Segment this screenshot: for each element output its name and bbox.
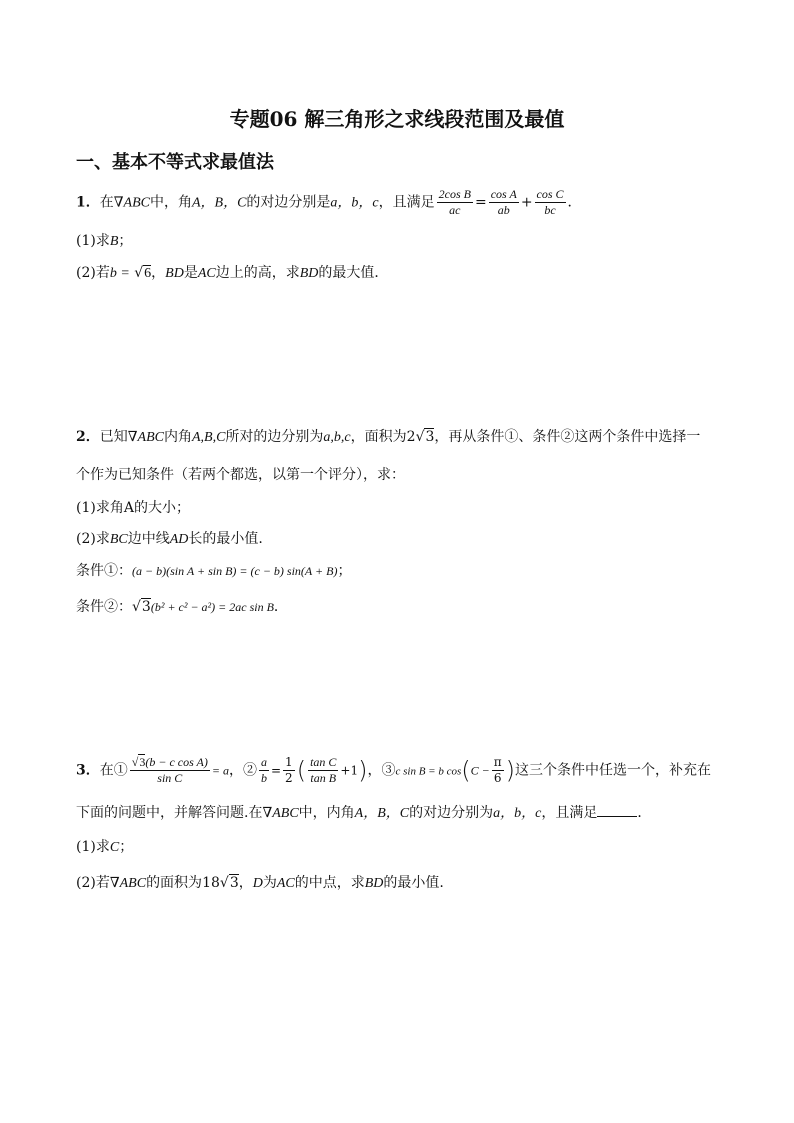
q3-line-2: 下面的问题中，并解答问题.在∇ABC中，内角A，B，C的对边分别为a，b，c，且满足 ． — [76, 805, 652, 821]
q2-condition-1: 条件①：(a − b)(sin A + sin B) = (c − b) sin(A + B)； — [76, 563, 352, 579]
q1-text: ，且满足 — [378, 194, 435, 211]
q2-number: 2． — [76, 429, 100, 445]
q1-text: 在 — [99, 194, 114, 211]
q2-stem: 2．已知∇ABC内角A,B,C所对的边分别为a,b,c，面积为2√3，再从条件①、条件②这两个条件中选择一 — [76, 429, 701, 445]
page-title: 专题06 解三角形之求线段范围及最值 — [229, 107, 565, 131]
q3-part-1: (1)求C； — [76, 839, 134, 855]
q1-fraction-1: $\frac{\text{2cos B}}{ac}$ — [438, 187, 471, 217]
q3-option-1-fraction: $\frac{\text{√3(b − c cos A)}}{\text{sin C}}$ — [131, 755, 208, 785]
q1-text: 的对边分别是 — [246, 194, 331, 211]
q1-number: 1． — [76, 194, 100, 211]
q1-part-1: (1)求B； — [76, 233, 133, 249]
q1-part-2: (2)若b = √6，BD是AC边上的高，求BD的最大值． — [76, 265, 389, 281]
q1-triangle: ∇ABC — [113, 195, 150, 211]
q3-option-2-tan: $\frac{\text{tan C}}{\text{tan B}}$ — [310, 755, 337, 785]
answer-blank[interactable] — [597, 816, 637, 817]
q1-sides: a，b，c — [330, 195, 379, 211]
q2-part-2: (2)求BC边中线AD长的最小值. — [76, 531, 263, 547]
q1-angles: A，B，C — [191, 195, 247, 211]
q2-part-1: (1)求角A的大小； — [76, 500, 190, 516]
q1-stem: 1．在∇ABC中，角A，B，C的对边分别是a，b，c，且满足 $\frac{\text{2cos B}}{ac}$ = $\frac{\text{cos A}}{ab}$ + $\frac{\text{cos C}}{bc}$ ． — [76, 187, 582, 217]
q3-option-3-pi: $\frac{\pi}{6}$ — [493, 755, 502, 785]
q1-fraction-3: $\frac{\text{cos C}}{bc}$ — [536, 187, 564, 217]
q3-part-2: (2)若∇ABC的面积为18√3，D为AC的中点，求BD的最小值. — [76, 875, 444, 891]
q2-line-2: 个作为已知条件（若两个都选，以第一个评分），求： — [76, 467, 405, 483]
q3-number: 3． — [76, 762, 100, 779]
q1-text: 中，角 — [149, 194, 192, 211]
q3-stem: 3．在① $\frac{\text{√3(b − c cos A)}}{\text{sin C}}$ = a，② $\frac{a}{b}$ = $\frac{1}{2}$ ( $\frac{\text{tan C}}{\text{tan B}}$ +1)，③c sin B = b cos(C − $\frac{\pi}{6}$ )这三个条件中任选一个，补充在 — [76, 755, 712, 785]
q3-option-2-lhs: $\frac{a}{b}$ — [260, 755, 267, 785]
q1-fraction-2: $\frac{\text{cos A}}{ab}$ — [490, 187, 517, 217]
q2-condition-2: 条件②：√3(b² + c² − a²) = 2ac sin B． — [76, 599, 288, 615]
q3-option-2-half: $\frac{1}{2}$ — [285, 755, 293, 785]
section-heading: 一、基本不等式求最值法 — [76, 152, 274, 173]
